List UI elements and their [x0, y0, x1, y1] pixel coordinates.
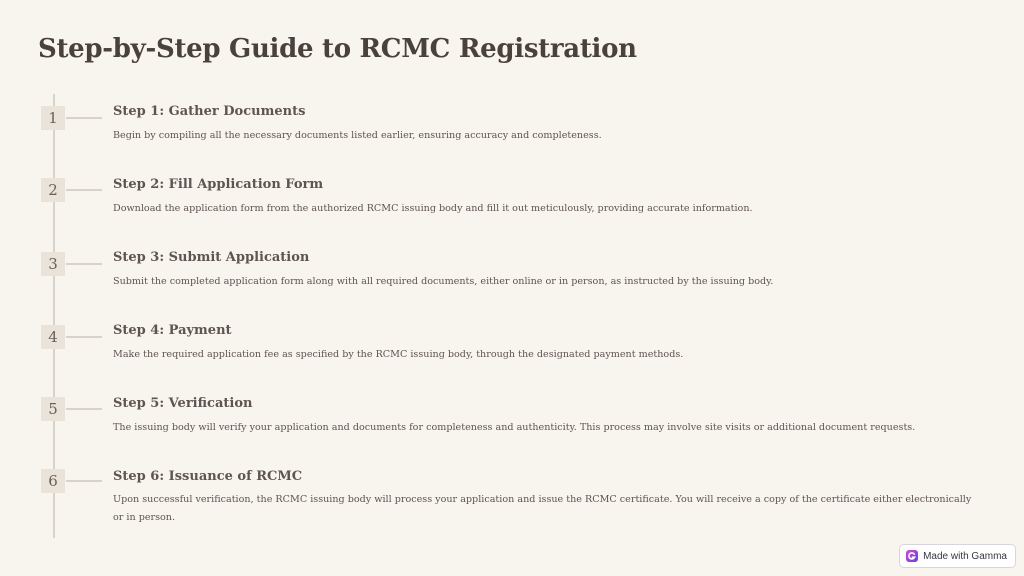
step-connector — [66, 117, 102, 119]
step-number-badge: 3 — [41, 252, 65, 276]
step-number-badge: 4 — [41, 325, 65, 349]
step-number-badge: 2 — [41, 178, 65, 202]
step-number-badge: 6 — [41, 469, 65, 493]
step-title: Step 2: Fill Application Form — [113, 177, 324, 192]
step-description: Upon successful verification, the RCMC issuing body will process your application and issue the RCMC certificate. You will receive a copy of the certificate either electronically or in person. — [113, 494, 972, 523]
step-title: Step 6: Issuance of RCMC — [113, 469, 303, 484]
step-title: Step 1: Gather Documents — [113, 104, 306, 119]
step-connector — [66, 336, 102, 338]
step-connector — [66, 480, 102, 482]
step-description: Submit the completed application form along with all required documents, either online or in person, as instructed by the issuing body. — [113, 276, 774, 287]
made-with-gamma-badge[interactable] — [899, 544, 1016, 568]
step-number-badge: 1 — [41, 106, 65, 130]
step-description: Download the application form from the authorized RCMC issuing body and fill it out meticulously, providing accurate information. — [113, 203, 753, 214]
made-with-gamma-label: Made with Gamma — [923, 550, 1007, 562]
step-title: Step 5: Verification — [113, 396, 253, 411]
step-description: Begin by compiling all the necessary documents listed earlier, ensuring accuracy and completeness. — [113, 130, 602, 141]
step-title: Step 3: Submit Application — [113, 250, 310, 265]
step-description: The issuing body will verify your application and documents for completeness and authenticity. This process may involve site visits or additional document requests. — [113, 422, 916, 433]
page-title: Step-by-Step Guide to RCMC Registration — [38, 34, 637, 64]
step-connector — [66, 263, 102, 265]
step-description: Make the required application fee as specified by the RCMC issuing body, through the designated payment methods. — [113, 349, 684, 360]
step-title: Step 4: Payment — [113, 323, 232, 338]
step-number-badge: 5 — [41, 397, 65, 421]
step-connector — [66, 189, 102, 191]
step-connector — [66, 408, 102, 410]
gamma-logo-icon — [906, 550, 918, 562]
